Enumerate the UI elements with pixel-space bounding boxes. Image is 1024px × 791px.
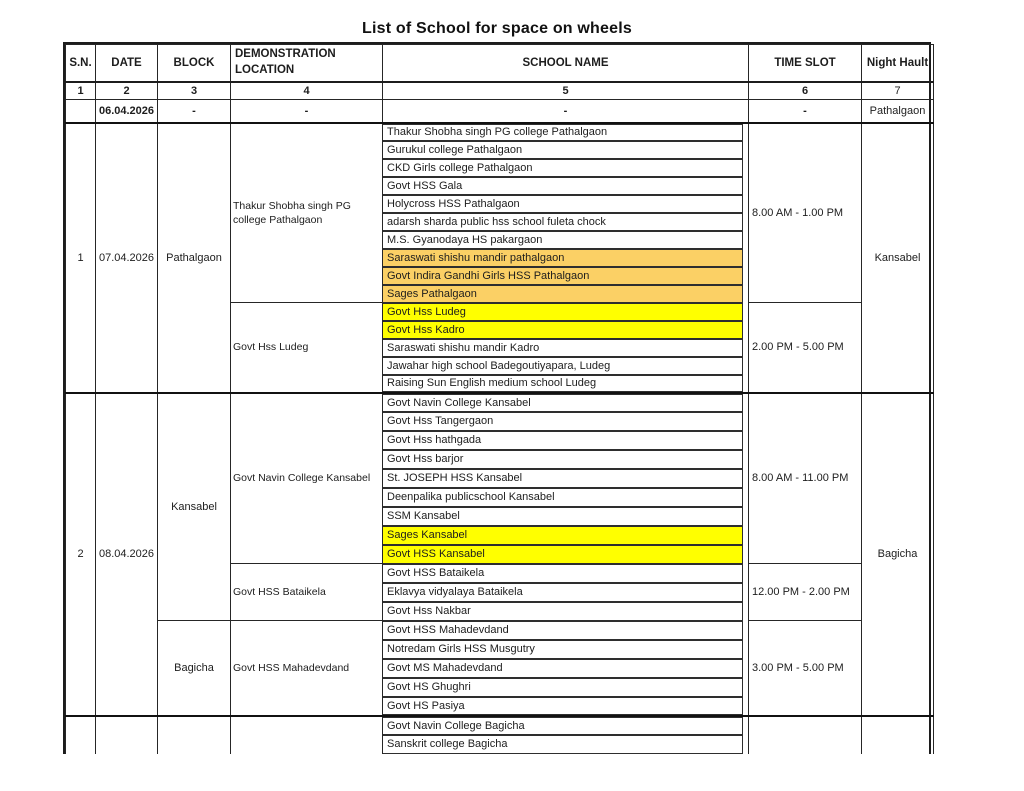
school-cell [383, 450, 749, 469]
time-slot-cell: 12.00 PM - 2.00 PM [749, 564, 862, 621]
schools-table [65, 44, 934, 754]
school-name-box: Notredam Girls HSS Musgutry [383, 640, 743, 659]
date-cell: 08.04.2026 [96, 393, 158, 716]
school-cell [383, 285, 749, 303]
school-cell [383, 375, 749, 393]
time-slot-cell: 3.00 PM - 5.00 PM [749, 621, 862, 716]
header-row [66, 45, 934, 82]
school-cell [383, 545, 749, 564]
school-name-box: Govt Hss Tangergaon [383, 412, 743, 431]
night-hault-cell [862, 716, 934, 754]
school-cell [383, 123, 749, 141]
preliminary-row [66, 100, 934, 123]
school-name-box: Govt Navin College Bagicha [383, 717, 743, 735]
school-cell [383, 507, 749, 526]
school-name-box: Jawahar high school Badegoutiyapara, Ludeg [383, 357, 743, 375]
school-name-box: Govt HS Ghughri [383, 678, 743, 697]
school-cell [383, 602, 749, 621]
time-slot-cell: 8.00 AM - 11.00 PM [749, 393, 862, 564]
school-name-box: Sages Kansabel [383, 526, 743, 545]
demo-location-cell: Thakur Shobha singh PG college Pathalgaon [231, 123, 383, 303]
school-name-box: Govt HSS Gala [383, 177, 743, 195]
night-hault-cell: Bagicha [862, 393, 934, 716]
table-row [66, 393, 934, 412]
night-hault-cell: Pathalgaon [862, 100, 934, 123]
school-name-box: Govt MS Mahadevdand [383, 659, 743, 678]
school-name-box: Govt HS Pasiya [383, 697, 743, 715]
school-cell [383, 339, 749, 357]
school-name-box: Saraswati shishu mandir Kadro [383, 339, 743, 357]
time-slot-cell: 8.00 AM - 1.00 PM [749, 123, 862, 303]
demo-location-cell: Govt HSS Bataikela [231, 564, 383, 621]
school-cell [383, 431, 749, 450]
school-cell [383, 469, 749, 488]
school-cell [383, 640, 749, 659]
school-cell [383, 583, 749, 602]
school-name-box: Govt Indira Gandhi Girls HSS Pathalgaon [383, 267, 743, 285]
schools-table-container [63, 42, 931, 754]
school-cell [383, 621, 749, 640]
school-cell [383, 716, 749, 735]
school-name-box: Sages Pathalgaon [383, 285, 743, 303]
school-name-box: adarsh sharda public hss school fuleta chock [383, 213, 743, 231]
table-row [66, 716, 934, 735]
school-cell [383, 488, 749, 507]
school-cell [383, 357, 749, 375]
school-cell [383, 267, 749, 285]
school-cell [383, 303, 749, 321]
school-cell: - [383, 100, 749, 123]
school-cell [383, 393, 749, 412]
school-name-box: M.S. Gyanodaya HS pakargaon [383, 231, 743, 249]
school-cell [383, 141, 749, 159]
school-cell [383, 697, 749, 716]
table-row [66, 123, 934, 141]
school-name-box: Holycross HSS Pathalgaon [383, 195, 743, 213]
school-cell [383, 231, 749, 249]
time-slot-cell: - [749, 100, 862, 123]
sn-cell: 2 [66, 393, 96, 716]
date-cell: 07.04.2026 [96, 123, 158, 393]
date-cell [96, 716, 158, 754]
school-name-box: Sanskrit college Bagicha [383, 735, 743, 754]
block-cell: Bagicha [158, 621, 231, 716]
demo-location-cell: Govt Hss Ludeg [231, 303, 383, 393]
school-name-box: Govt Navin College Kansabel [383, 394, 743, 412]
column-header-date: DATE [96, 45, 158, 82]
time-slot-cell: 2.00 PM - 5.00 PM [749, 303, 862, 393]
school-cell [383, 659, 749, 678]
column-number: 3 [158, 82, 231, 100]
school-name-box: Govt Hss Kadro [383, 321, 743, 339]
school-name-box: Gurukul college Pathalgaon [383, 141, 743, 159]
page-title: List of School for space on wheels [362, 20, 632, 37]
column-header-time-slot: TIME SLOT [749, 45, 862, 82]
block-cell: Pathalgaon [158, 123, 231, 393]
column-header-block: BLOCK [158, 45, 231, 82]
school-cell [383, 735, 749, 754]
time-slot-cell [749, 716, 862, 754]
block-cell: - [158, 100, 231, 123]
column-header-demo-location: DEMONSTRATION LOCATION [231, 45, 383, 82]
column-number: 7 [862, 82, 934, 100]
school-name-box: Govt HSS Mahadevdand [383, 621, 743, 640]
school-name-box: Thakur Shobha singh PG college Pathalgaon [383, 124, 743, 141]
demo-location-cell: - [231, 100, 383, 123]
demo-location-cell [231, 716, 383, 754]
school-name-box: Saraswati shishu mandir pathalgaon [383, 249, 743, 267]
school-cell [383, 177, 749, 195]
school-name-box: SSM Kansabel [383, 507, 743, 526]
sn-cell [66, 716, 96, 754]
column-number-row [66, 82, 934, 100]
school-cell [383, 564, 749, 583]
school-name-box: Raising Sun English medium school Ludeg [383, 375, 743, 392]
school-cell [383, 678, 749, 697]
column-number: 2 [96, 82, 158, 100]
school-name-box: Govt Hss Ludeg [383, 303, 743, 321]
table-row [66, 621, 934, 640]
column-header-school-name: SCHOOL NAME [383, 45, 749, 82]
school-name-box: CKD Girls college Pathalgaon [383, 159, 743, 177]
block-cell: Kansabel [158, 393, 231, 621]
school-cell [383, 412, 749, 431]
school-name-box: St. JOSEPH HSS Kansabel [383, 469, 743, 488]
column-number: 1 [66, 82, 96, 100]
school-name-box: Govt Hss Nakbar [383, 602, 743, 621]
sn-cell [66, 100, 96, 123]
school-cell [383, 526, 749, 545]
school-name-box: Govt Hss barjor [383, 450, 743, 469]
school-name-box: Eklavya vidyalaya Bataikela [383, 583, 743, 602]
night-hault-cell: Kansabel [862, 123, 934, 393]
school-cell [383, 213, 749, 231]
demo-location-cell: Govt Navin College Kansabel [231, 393, 383, 564]
demo-location-cell: Govt HSS Mahadevdand [231, 621, 383, 716]
column-number: 5 [383, 82, 749, 100]
column-number: 6 [749, 82, 862, 100]
school-name-box: Govt Hss hathgada [383, 431, 743, 450]
date-cell: 06.04.2026 [96, 100, 158, 123]
school-cell [383, 249, 749, 267]
school-cell [383, 321, 749, 339]
school-name-box: Govt HSS Kansabel [383, 545, 743, 564]
school-cell [383, 159, 749, 177]
block-cell [158, 716, 231, 754]
sn-cell: 1 [66, 123, 96, 393]
school-name-box: Govt HSS Bataikela [383, 564, 743, 583]
school-name-box: Deenpalika publicschool Kansabel [383, 488, 743, 507]
column-number: 4 [231, 82, 383, 100]
school-cell [383, 195, 749, 213]
column-header-sn: S.N. [66, 45, 96, 82]
column-header-night-hault: Night Hault [862, 45, 934, 82]
